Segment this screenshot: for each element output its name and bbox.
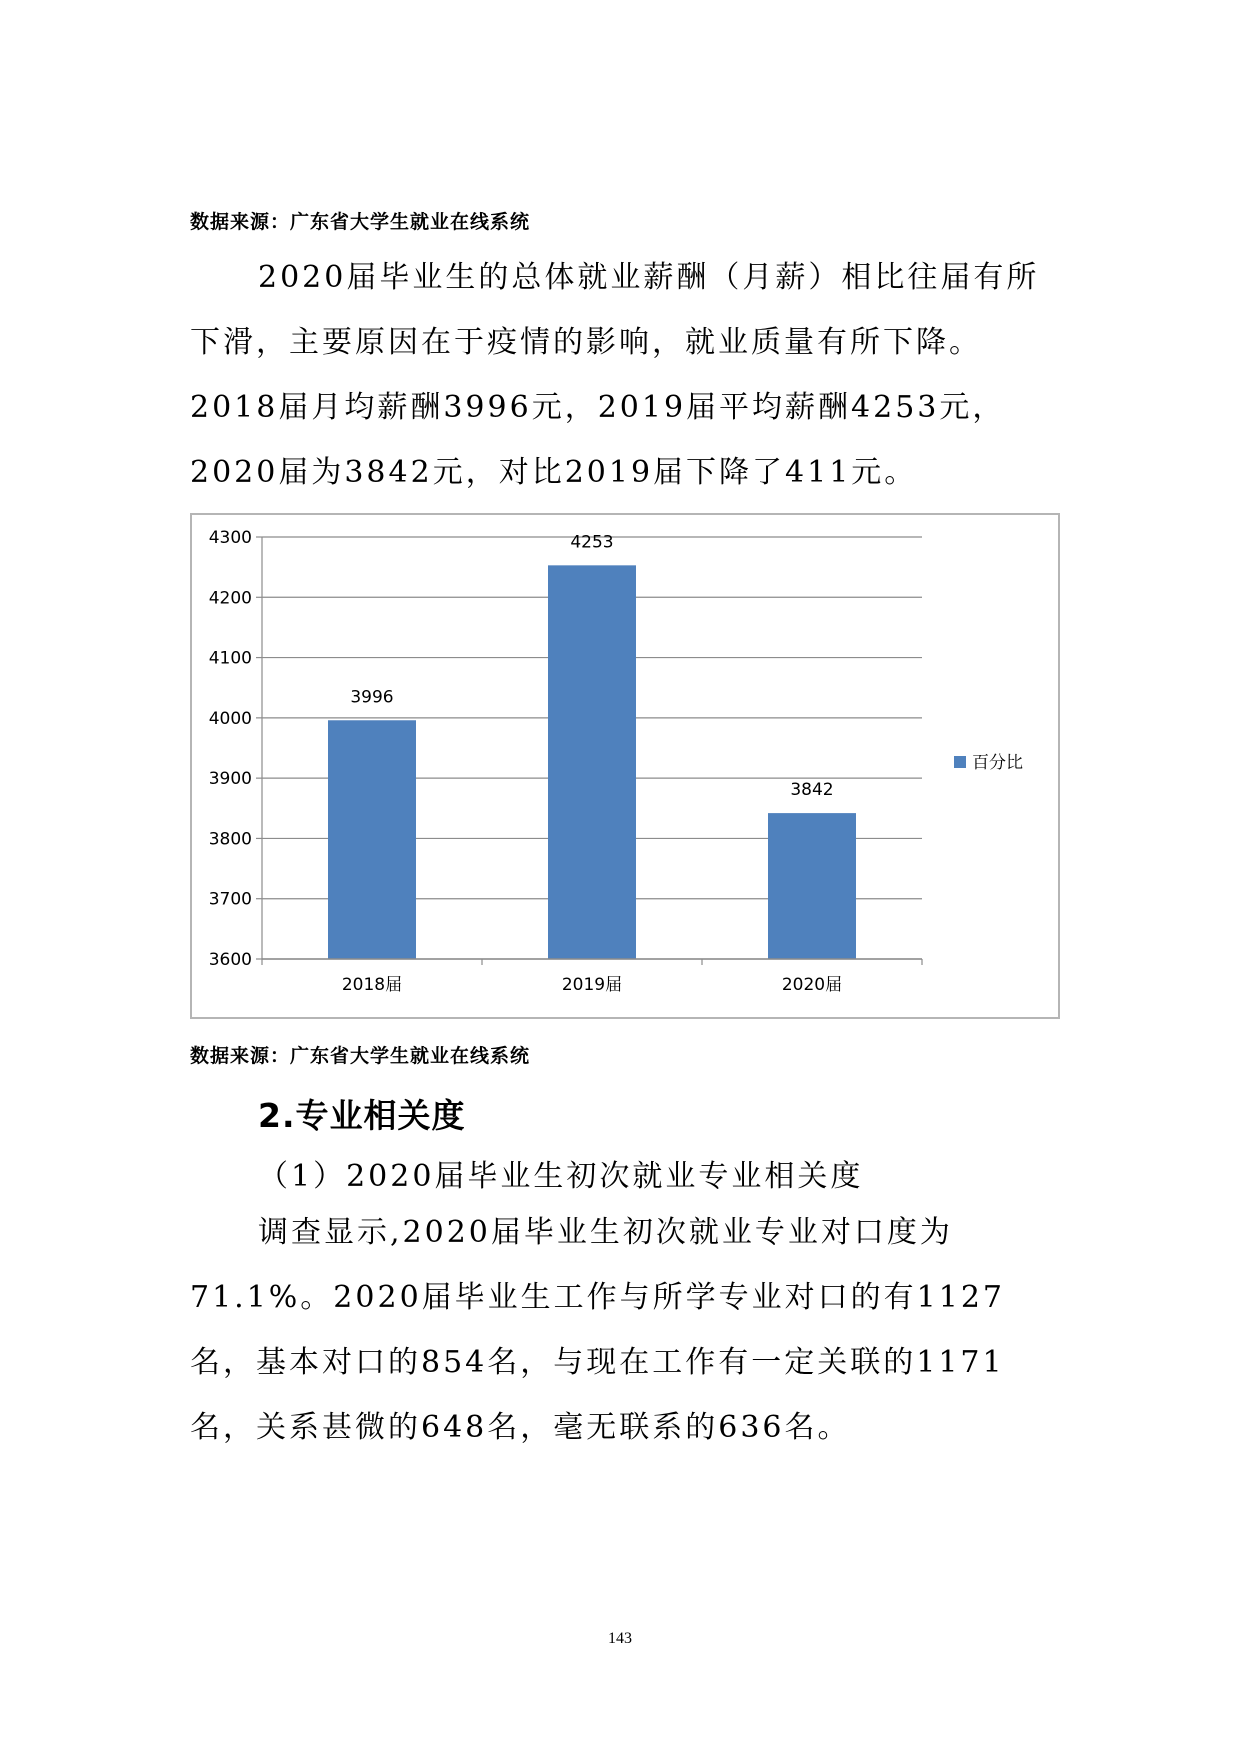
x-category-label: 2019届 xyxy=(561,975,623,995)
chart-svg xyxy=(192,515,1058,1017)
legend-label: 百分比 xyxy=(972,753,1023,773)
y-tick-label: 3900 xyxy=(208,769,252,790)
data-label: 3842 xyxy=(790,780,834,801)
data-label: 4253 xyxy=(570,532,614,553)
y-tick-label: 3600 xyxy=(208,950,252,970)
y-tick-label: 4200 xyxy=(208,588,252,609)
data-source-note-bottom: 数据来源：广东省大学生就业在线系统 xyxy=(190,1045,531,1067)
salary-paragraph: 2020届毕业生的总体就业薪酬（月薪）相比往届有所下滑，主要原因在于疫情的影响，就业质量有所下降。2018届月均薪酬3996元，2019届平均薪酬4253元，2020届为3842元，对比2019届下降了411元。 xyxy=(190,260,1040,490)
x-category-label: 2018届 xyxy=(341,975,403,995)
section-heading: 2.专业相关度 xyxy=(258,1096,466,1135)
x-category-label: 2020届 xyxy=(781,975,843,995)
y-tick-label: 4000 xyxy=(208,708,252,729)
y-tick-label: 4100 xyxy=(208,648,252,669)
bar-2018届 xyxy=(328,720,416,959)
y-tick-label: 3800 xyxy=(208,829,252,850)
bar-2020届 xyxy=(768,813,856,959)
major-relevance-paragraph: 调查显示,2020届毕业生初次就业专业对口度为71.1%。2020届毕业生工作与所学专业对口的有1127名，基本对口的854名，与现在工作有一定关联的1171名，关系甚微的648名，毫无联系的636名。 xyxy=(190,1215,1005,1445)
bar-2019届 xyxy=(548,565,636,959)
data-source-note-top: 数据来源：广东省大学生就业在线系统 xyxy=(190,211,531,233)
y-tick-label: 4300 xyxy=(208,528,252,548)
salary-bar-chart xyxy=(190,513,1060,1019)
page-number: 143 xyxy=(608,1630,632,1647)
data-label: 3996 xyxy=(350,687,394,708)
y-tick-label: 3700 xyxy=(208,889,252,910)
legend-swatch xyxy=(954,756,966,768)
subsection-heading: （1）2020届毕业生初次就业专业相关度 xyxy=(258,1159,864,1194)
